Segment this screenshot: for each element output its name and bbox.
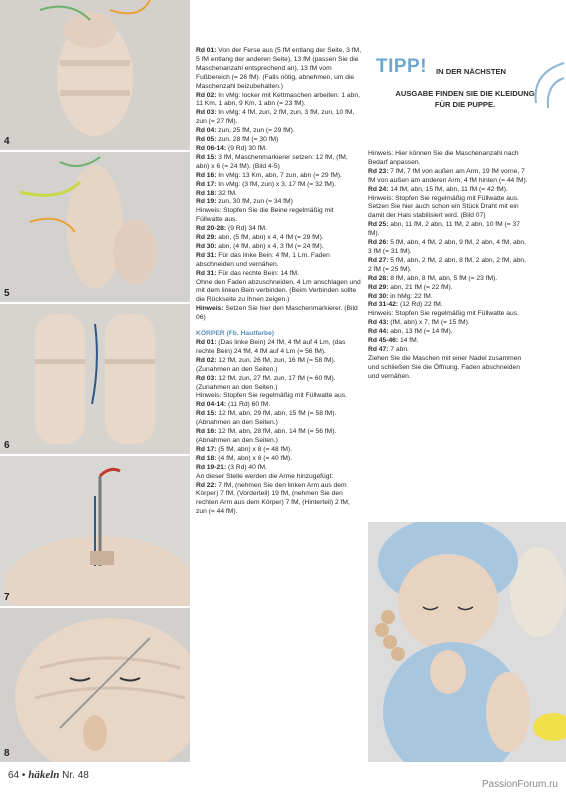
round-line: Rd 02: In vMg: locker mit Kettmaschen arbeiten: 1 abn, 11 Km, 1 abn, 9 Km, 1 abn (= 23 fM). xyxy=(196,91,360,108)
hint: Hinweis: Stopfen Sie regelmäßig mit Füllwatte aus. xyxy=(196,392,347,400)
round-line: Rd 47: 7 abn. xyxy=(368,345,409,353)
round-line: Rd 17: In vMg: (3 fM, zun) x 3, 17 fM (= 32 fM). xyxy=(196,180,336,188)
doll-image xyxy=(368,522,566,762)
doll-photo xyxy=(368,522,566,762)
round-line: Rd 01: (Das linke Bein) 24 fM, 4 fM auf 4 Lm, (das rechte Bein) 24 fM, 4 fM auf 4 Lm (= 56 fM). xyxy=(196,339,346,355)
photo-label: 6 xyxy=(4,440,10,451)
round-line: Rd 24: 14 fM, abn, 15 fM, abn, 11 fM (= 42 fM). xyxy=(368,185,508,193)
photo-step-7-image xyxy=(0,456,190,606)
round-line: Rd 45-46: 14 fM. xyxy=(368,337,419,345)
round-line: Rd 27: 5 fM, abn, 2 fM, 2 abn, 8 fM, 2 abn, 2 fM, abn, 2 fM (= 25 fM). xyxy=(368,256,526,273)
instructions-column-2 xyxy=(368,150,528,382)
round-line: Rd 31: Für das rechte Bein: 14 fM. xyxy=(196,269,299,277)
round-line: Rd 26: 5 fM, abn, 4 fM, 2 abn, 9 fM, 2 abn, 4 fM, abn, 3 fM (= 31 fM). xyxy=(368,239,526,255)
round-line: Rd 31: Für das linke Bein: 4 fM, 1 Lm. Faden abschneiden und vernähen. xyxy=(196,251,330,268)
photo-step-5-image xyxy=(0,152,190,302)
photo-step-6 xyxy=(0,304,190,454)
round-line: Rd 06-14: (9 Rd) 30 fM. xyxy=(196,144,267,152)
round-line: Rd 19: zun, 30 fM, zun (= 34 fM) xyxy=(196,198,293,206)
magazine-logo: häkeln xyxy=(28,769,60,781)
round-line: Rd 03: In vMg: 4 fM, zun, 2 fM, zun, 3 fM, zun, 10 fM, zun (= 27 fM). xyxy=(196,109,355,126)
round-line: Rd 44: abn, 13 fM (= 14 fM). xyxy=(368,328,453,336)
photo-label: 5 xyxy=(4,288,10,299)
round-line: Rd 29: abn, 21 fM (= 22 fM). xyxy=(368,283,453,291)
tip-text-line-2: AUSGABE FINDEN SIE DIE KLEIDUNG FÜR DIE PUPPE. xyxy=(395,89,535,109)
photo-column xyxy=(0,0,190,762)
round-line: Rd 16: 12 fM, abn, 28 fM, abn, 14 fM (= 56 fM). (Abnahmen an den Seiten.) xyxy=(196,428,337,444)
hint: Hinweis: Stopfen Sie regelmäßig mit Füllwatte aus. xyxy=(368,310,519,318)
round-line: Rd 25: abn, 11 fM, 2 abn, 11 fM, 2 abn, 10 fM (= 37 fM). xyxy=(368,221,520,238)
round-line: Rd 03: 12 fM, zun, 27 fM, zun, 17 fM (= 60 fM). (Zunahmen an den Seiten.) xyxy=(196,374,336,391)
round-line: Rd 23: 7 fM, 7 fM von außen am Arm, 19 fM vorne, 7 fM von außen am anderen Arm, 4 fM hinten (= 44 fM). xyxy=(368,167,528,184)
tip-box xyxy=(376,56,536,109)
photo-step-8-image xyxy=(0,608,190,762)
hint: Hinweis: Stopfen Sie die Beine regelmäßig mit Füllwatte aus. xyxy=(196,207,334,224)
photo-label: 4 xyxy=(4,136,10,147)
photo-step-6-image xyxy=(0,304,190,454)
instructions-column-1 xyxy=(196,47,362,517)
round-line: Rd 30: in hMg: 22 fM. xyxy=(368,292,433,300)
photo-step-5 xyxy=(0,152,190,302)
round-line: Rd 01: Von der Ferse aus (5 fM entlang der Seite, 3 fM, 5 fM entlang der anderen Seite), 13 fM (passen Sie die Maschenanzahl entsprechend an), 13 fM vom Fußbereich (= 26 fM). (Falls nötig, abnehmen, um die Maschenzahl beizubehalten.) xyxy=(196,47,362,90)
round-line: Rd 02: 12 fM, zun, 26 fM, zun, 16 fM (= 58 fM). (Zunahmen an den Seiten.) xyxy=(196,356,336,373)
round-line: Rd 43: (fM, abn) x 7, fM (= 15 fM). xyxy=(368,319,470,327)
photo-step-4-image xyxy=(0,0,190,150)
hint: Hinweis: Hier können Sie die Maschenanzahl nach Bedarf anpassen. xyxy=(368,150,519,166)
round-line: Rd 29: abn, (5 fM, abn) x 4, 4 fM (= 29 fM). xyxy=(196,234,324,242)
round-line: Rd 05: zun, 28 fM (= 30 fM) xyxy=(196,136,279,144)
round-line: Rd 15: 12 fM, abn, 29 fM, abn, 15 fM (= 58 fM). (Abnahmen an den Seiten.) xyxy=(196,410,337,427)
tip-text-line-1: IN DER NÄCHSTEN xyxy=(436,67,507,76)
round-line: Rd 04-14: (11 Rd) 60 fM. xyxy=(196,401,271,409)
footer-bullet: • xyxy=(21,770,26,781)
photo-step-8 xyxy=(0,608,190,762)
watermark: PassionForum.ru xyxy=(481,779,558,790)
round-line: Rd 17: (5 fM, abn) x 8 (= 48 fM). xyxy=(196,445,293,453)
hint: Hinweis: Stopfen Sie regelmäßig mit Füllwatte aus. Setzen Sie hier auch schon ein Stück Draht mit ein damit der Hals stabilisiert wird. (Bild 07) xyxy=(368,194,519,220)
decorative-arc-icon xyxy=(524,58,566,118)
round-line: Rd 22: 7 fM, (nehmen Sie den linken Arm aus dem Körper) 7 fM, (Vorderteil) 19 fM, (nehmen Sie den rechten Arm aus dem Körper) 7 fM, (Hinterteil) 2 fM, zun (= 44 fM). xyxy=(196,481,350,516)
section-heading: KÖRPER (Fb. Hautfarbe) xyxy=(196,330,275,338)
round-line: Rd 31-42: (12 Rd) 22 fM. xyxy=(368,301,443,309)
round-line: Rd 20-28: (9 Rd) 34 fM. xyxy=(196,225,267,233)
round-line: Rd 30: abn, (4 fM, abn) x 4, 3 fM (= 24 fM). xyxy=(196,242,324,250)
round-line: Rd 19-21: (3 Rd) 40 fM. xyxy=(196,463,267,471)
photo-step-7 xyxy=(0,456,190,606)
paragraph: Ohne den Faden abzuschneiden, 4 Lm anschlagen und mit dem linken Bein verbinden. (Beim Verbinden sollte die Rückseite zu Ihnen zeigen.) xyxy=(196,278,361,304)
paragraph: Ziehen Sie die Maschen mit einer Nadel zusammen und schließen Sie die Öffnung. Faden abschneiden und vernähen. xyxy=(368,354,522,380)
photo-label: 7 xyxy=(4,592,10,603)
page-number: 64 xyxy=(8,770,20,781)
hint: Hinweis: Setzen Sie hier den Maschenmarkierer. (Bild 06) xyxy=(196,305,358,322)
paragraph: An dieser Stelle werden die Arme hinzugefügt: xyxy=(196,472,334,480)
issue-number: Nr. 48 xyxy=(62,770,89,781)
round-line: Rd 04: zun, 25 fM, zun (= 29 fM). xyxy=(196,127,295,135)
round-line: Rd 16: In vMg: 13 Km, abn, 7 zun, abn (= 29 fM). xyxy=(196,171,342,179)
photo-step-4 xyxy=(0,0,190,150)
page-footer xyxy=(8,769,89,781)
round-line: Rd 18: (4 fM, abn) x 8 (= 40 fM). xyxy=(196,454,293,462)
round-line: Rd 28: 8 fM, abn, 8 fM, abn, 5 fM (= 23 fM). xyxy=(368,274,498,282)
photo-label: 8 xyxy=(4,748,10,759)
round-line: Rd 15: 3 fM, Maschenmarkierer setzen: 12 fM, (fM, abn) x 6 (= 24 fM). (Bild 4-5) xyxy=(196,153,348,170)
round-line: Rd 18: 32 fM. xyxy=(196,189,237,197)
tip-heading: TIPP! xyxy=(376,56,428,77)
